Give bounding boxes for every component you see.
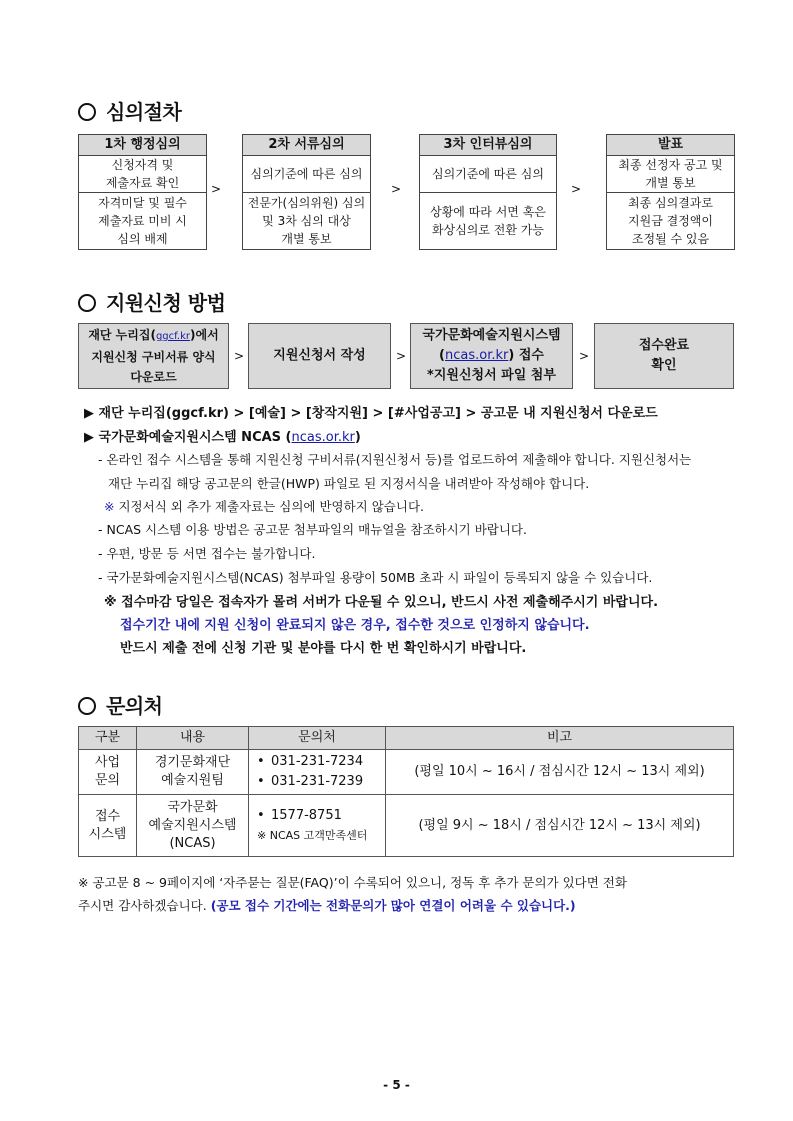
procedure-step-4 [606, 134, 735, 250]
arrow-right-icon: > [391, 182, 402, 196]
phone-number[interactable]: 031-231-7234 [271, 754, 364, 769]
procedure-step-cell: 심의기준에 따른 심의 [420, 156, 556, 193]
instruction-path: ▶ 재단 누리집(ggcf.kr) > [예술] > [창작지원] > [#사업공고] > 공고문 내 지원신청서 다운로드 [84, 406, 658, 421]
arrow-right-icon: > [234, 349, 245, 363]
procedure-step-cell: 전문가(심의위원) 심의 및 3차 심의 대상 개별 통보 [247, 196, 366, 246]
procedure-section-title: 심의절차 [78, 96, 181, 125]
circle-bullet-icon [78, 103, 96, 121]
procedure-step-header: 1차 행정심의 [79, 135, 206, 156]
instruction-text: - 국가문화예술지원시스템(NCAS) 첨부파일 용량이 50MB 초과 시 파일이 등록되지 않을 수 있습니다. [98, 570, 653, 585]
procedure-step-header: 발표 [607, 135, 734, 156]
instruction-text: 재단 누리집 해당 공고문의 한글(HWP) 파일로 된 지정서식을 내려받아 작성해야 합니다. [108, 476, 590, 491]
procedure-step-cell: 자격미달 및 필수 제출자료 미비 시 심의 배제 [98, 196, 187, 246]
phone-number[interactable]: 031-231-7239 [271, 774, 364, 789]
procedure-step-3 [419, 134, 557, 250]
procedure-step-1 [78, 134, 207, 250]
instruction-text: - 온라인 접수 시스템을 통해 지원신청 구비서류(지원신청서 등)를 업로드하여 제출해야 합니다. 지원신청서는 [98, 452, 692, 467]
procedure-step-header: 3차 인터뷰심의 [420, 135, 556, 156]
inquiry-table [78, 726, 734, 857]
table-cell: 국가문화 예술지원시스템 (NCAS) [137, 795, 249, 857]
contact-cell: • 031-231-7234 • 031-231-7239 [249, 750, 386, 795]
footnote-emphasis: (공모 접수 기간에는 전화문의가 많아 연결이 어려울 수 있습니다.) [210, 898, 576, 913]
ggcf-link[interactable]: ggcf.kr [155, 331, 191, 342]
instruction-ncas: ▶ 국가문화예술지원시스템 NCAS (ncas.or.kr) [84, 430, 361, 445]
table-cell: 접수 시스템 [79, 795, 137, 857]
table-row [79, 750, 734, 795]
procedure-step-cell: 심의기준에 따른 심의 [243, 156, 370, 193]
instruction-text: - NCAS 시스템 이용 방법은 공고문 첨부파일의 매뉴얼을 참조하시기 바랍니다. [98, 522, 527, 537]
procedure-step-cell: 신청자격 및 제출자료 확인 [79, 156, 206, 193]
warning-text: 반드시 제출 전에 신청 기관 및 분야를 다시 한 번 확인하시기 바랍니다. [120, 641, 527, 656]
procedure-step-2 [242, 134, 371, 250]
instruction-text: ※ 지정서식 외 추가 제출자료는 심의에 반영하지 않습니다. [104, 499, 425, 514]
instruction-text: - 우편, 방문 등 서면 접수는 불가합니다. [98, 546, 316, 561]
apply-step-write: 지원신청서 작성 [248, 323, 391, 389]
footnote-text: ※ 공고문 8 ~ 9페이지에 ‘자주묻는 질문(FAQ)’이 수록되어 있으니, 정독 후 추가 문의가 있다면 전화 [78, 875, 627, 890]
arrow-right-icon: > [571, 182, 582, 196]
table-cell: 경기문화재단 예술지원팀 [137, 750, 249, 795]
table-header-row [79, 727, 734, 750]
table-cell: (평일 10시 ~ 16시 / 점심시간 12시 ~ 13시 제외) [386, 750, 734, 795]
table-cell: (평일 9시 ~ 18시 / 점심시간 12시 ~ 13시 제외) [386, 795, 734, 857]
procedure-step-cell: 최종 심의결과로 지원금 결정액이 조정될 수 있음 [628, 196, 713, 246]
phone-number[interactable]: 1577-8751 [271, 807, 342, 823]
table-header: 비고 [386, 727, 734, 750]
apply-step-download: 재단 누리집(ggcf.kr)에서 지원신청 구비서류 양식 다운로드 [78, 323, 229, 389]
apply-step-submit: 국가문화예술지원시스템 (ncas.or.kr) 접수 *지원신청서 파일 첨부 [410, 323, 573, 389]
apply-step-confirm: 접수완료 확인 [594, 323, 734, 389]
arrow-right-icon: > [579, 349, 590, 363]
ncas-link[interactable]: ncas.or.kr [444, 348, 509, 363]
arrow-right-icon: > [211, 182, 222, 196]
table-header: 문의처 [249, 727, 386, 750]
note-mark: ※ [104, 499, 115, 514]
arrow-right-icon: > [396, 349, 407, 363]
warning-text-blue: 접수기간 내에 지원 신청이 완료되지 않은 경우, 접수한 것으로 인정하지 않습니다. [120, 618, 590, 633]
ncas-link[interactable]: ncas.or.kr [291, 430, 355, 445]
table-header: 구분 [79, 727, 137, 750]
footnote-text: 주시면 감사하겠습니다. (공모 접수 기간에는 전화문의가 많아 연결이 어려울 수 있습니다.) [78, 898, 576, 913]
warning-text: ※ 접수마감 당일은 접속자가 몰려 서버가 다운될 수 있으니, 반드시 사전 제출해주시기 바랍니다. [104, 595, 659, 610]
apply-section-title: 지원신청 방법 [78, 287, 225, 316]
procedure-step-header: 2차 서류심의 [243, 135, 370, 156]
circle-bullet-icon [78, 294, 96, 312]
table-cell: 사업 문의 [79, 750, 137, 795]
circle-bullet-icon [78, 697, 96, 715]
procedure-step-cell: 최종 선정자 공고 및 개별 통보 [607, 156, 734, 193]
page-number: - 5 - [383, 1078, 410, 1092]
inquiry-section-title: 문의처 [78, 690, 162, 719]
procedure-step-cell: 상황에 따라 서면 혹은 화상심의로 전환 가능 [430, 205, 546, 237]
table-row [79, 795, 734, 857]
table-header: 내용 [137, 727, 249, 750]
contact-cell: • 1577-8751 ※ NCAS 고객만족센터 [249, 795, 386, 857]
